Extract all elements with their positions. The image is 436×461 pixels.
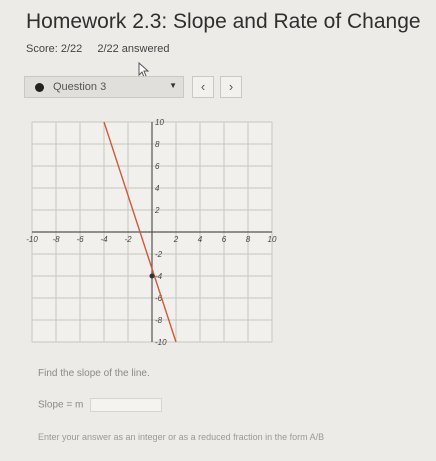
answered-count: 2/22 answered bbox=[97, 43, 170, 55]
y-tick-label: -2 bbox=[155, 250, 163, 259]
x-tick-label: -6 bbox=[76, 235, 84, 244]
x-tick-label: -4 bbox=[100, 235, 108, 244]
y-tick-label: 6 bbox=[155, 162, 160, 171]
slope-input[interactable] bbox=[90, 398, 162, 412]
caret-down-icon: ▼ bbox=[169, 81, 177, 90]
question-label: Question 3 bbox=[53, 81, 107, 93]
x-tick-label: -2 bbox=[124, 235, 132, 244]
x-tick-label: 4 bbox=[197, 235, 203, 244]
y-tick-label: 4 bbox=[155, 184, 160, 193]
score-text: Score: 2/22 bbox=[26, 43, 83, 55]
y-tick-label: -6 bbox=[155, 294, 163, 303]
x-tick-label: 2 bbox=[173, 235, 179, 244]
chevron-left-icon: ‹ bbox=[200, 79, 206, 94]
y-tick-label: 8 bbox=[155, 140, 160, 149]
next-question-button[interactable] bbox=[220, 76, 242, 98]
y-tick-label: -8 bbox=[155, 316, 163, 325]
x-tick-label: 6 bbox=[221, 235, 227, 244]
x-tick-label: -10 bbox=[26, 235, 38, 244]
y-tick-label: -10 bbox=[155, 338, 167, 347]
question-prompt: Find the slope of the line. bbox=[38, 368, 150, 379]
chevron-right-icon: › bbox=[228, 79, 234, 94]
previous-question-button[interactable] bbox=[192, 76, 214, 98]
y-tick-label: 2 bbox=[155, 206, 160, 215]
y-tick-label: 10 bbox=[155, 118, 164, 127]
page-title: Homework 2.3: Slope and Rate of Change bbox=[26, 10, 421, 33]
y-tick-label: -4 bbox=[155, 272, 163, 281]
slope-row bbox=[38, 398, 162, 412]
question-selector[interactable] bbox=[24, 76, 184, 98]
slope-label: Slope = m bbox=[38, 399, 84, 411]
marked-point bbox=[150, 274, 155, 279]
x-tick-label: -8 bbox=[52, 235, 60, 244]
coordinate-graph bbox=[22, 112, 282, 352]
x-tick-label: 10 bbox=[267, 235, 277, 244]
score-line bbox=[26, 43, 170, 55]
answer-hint: Enter your answer as an integer or as a reduced fraction in the form A/B bbox=[38, 432, 325, 442]
status-dot-icon bbox=[35, 83, 44, 92]
x-tick-label: 8 bbox=[245, 235, 251, 244]
